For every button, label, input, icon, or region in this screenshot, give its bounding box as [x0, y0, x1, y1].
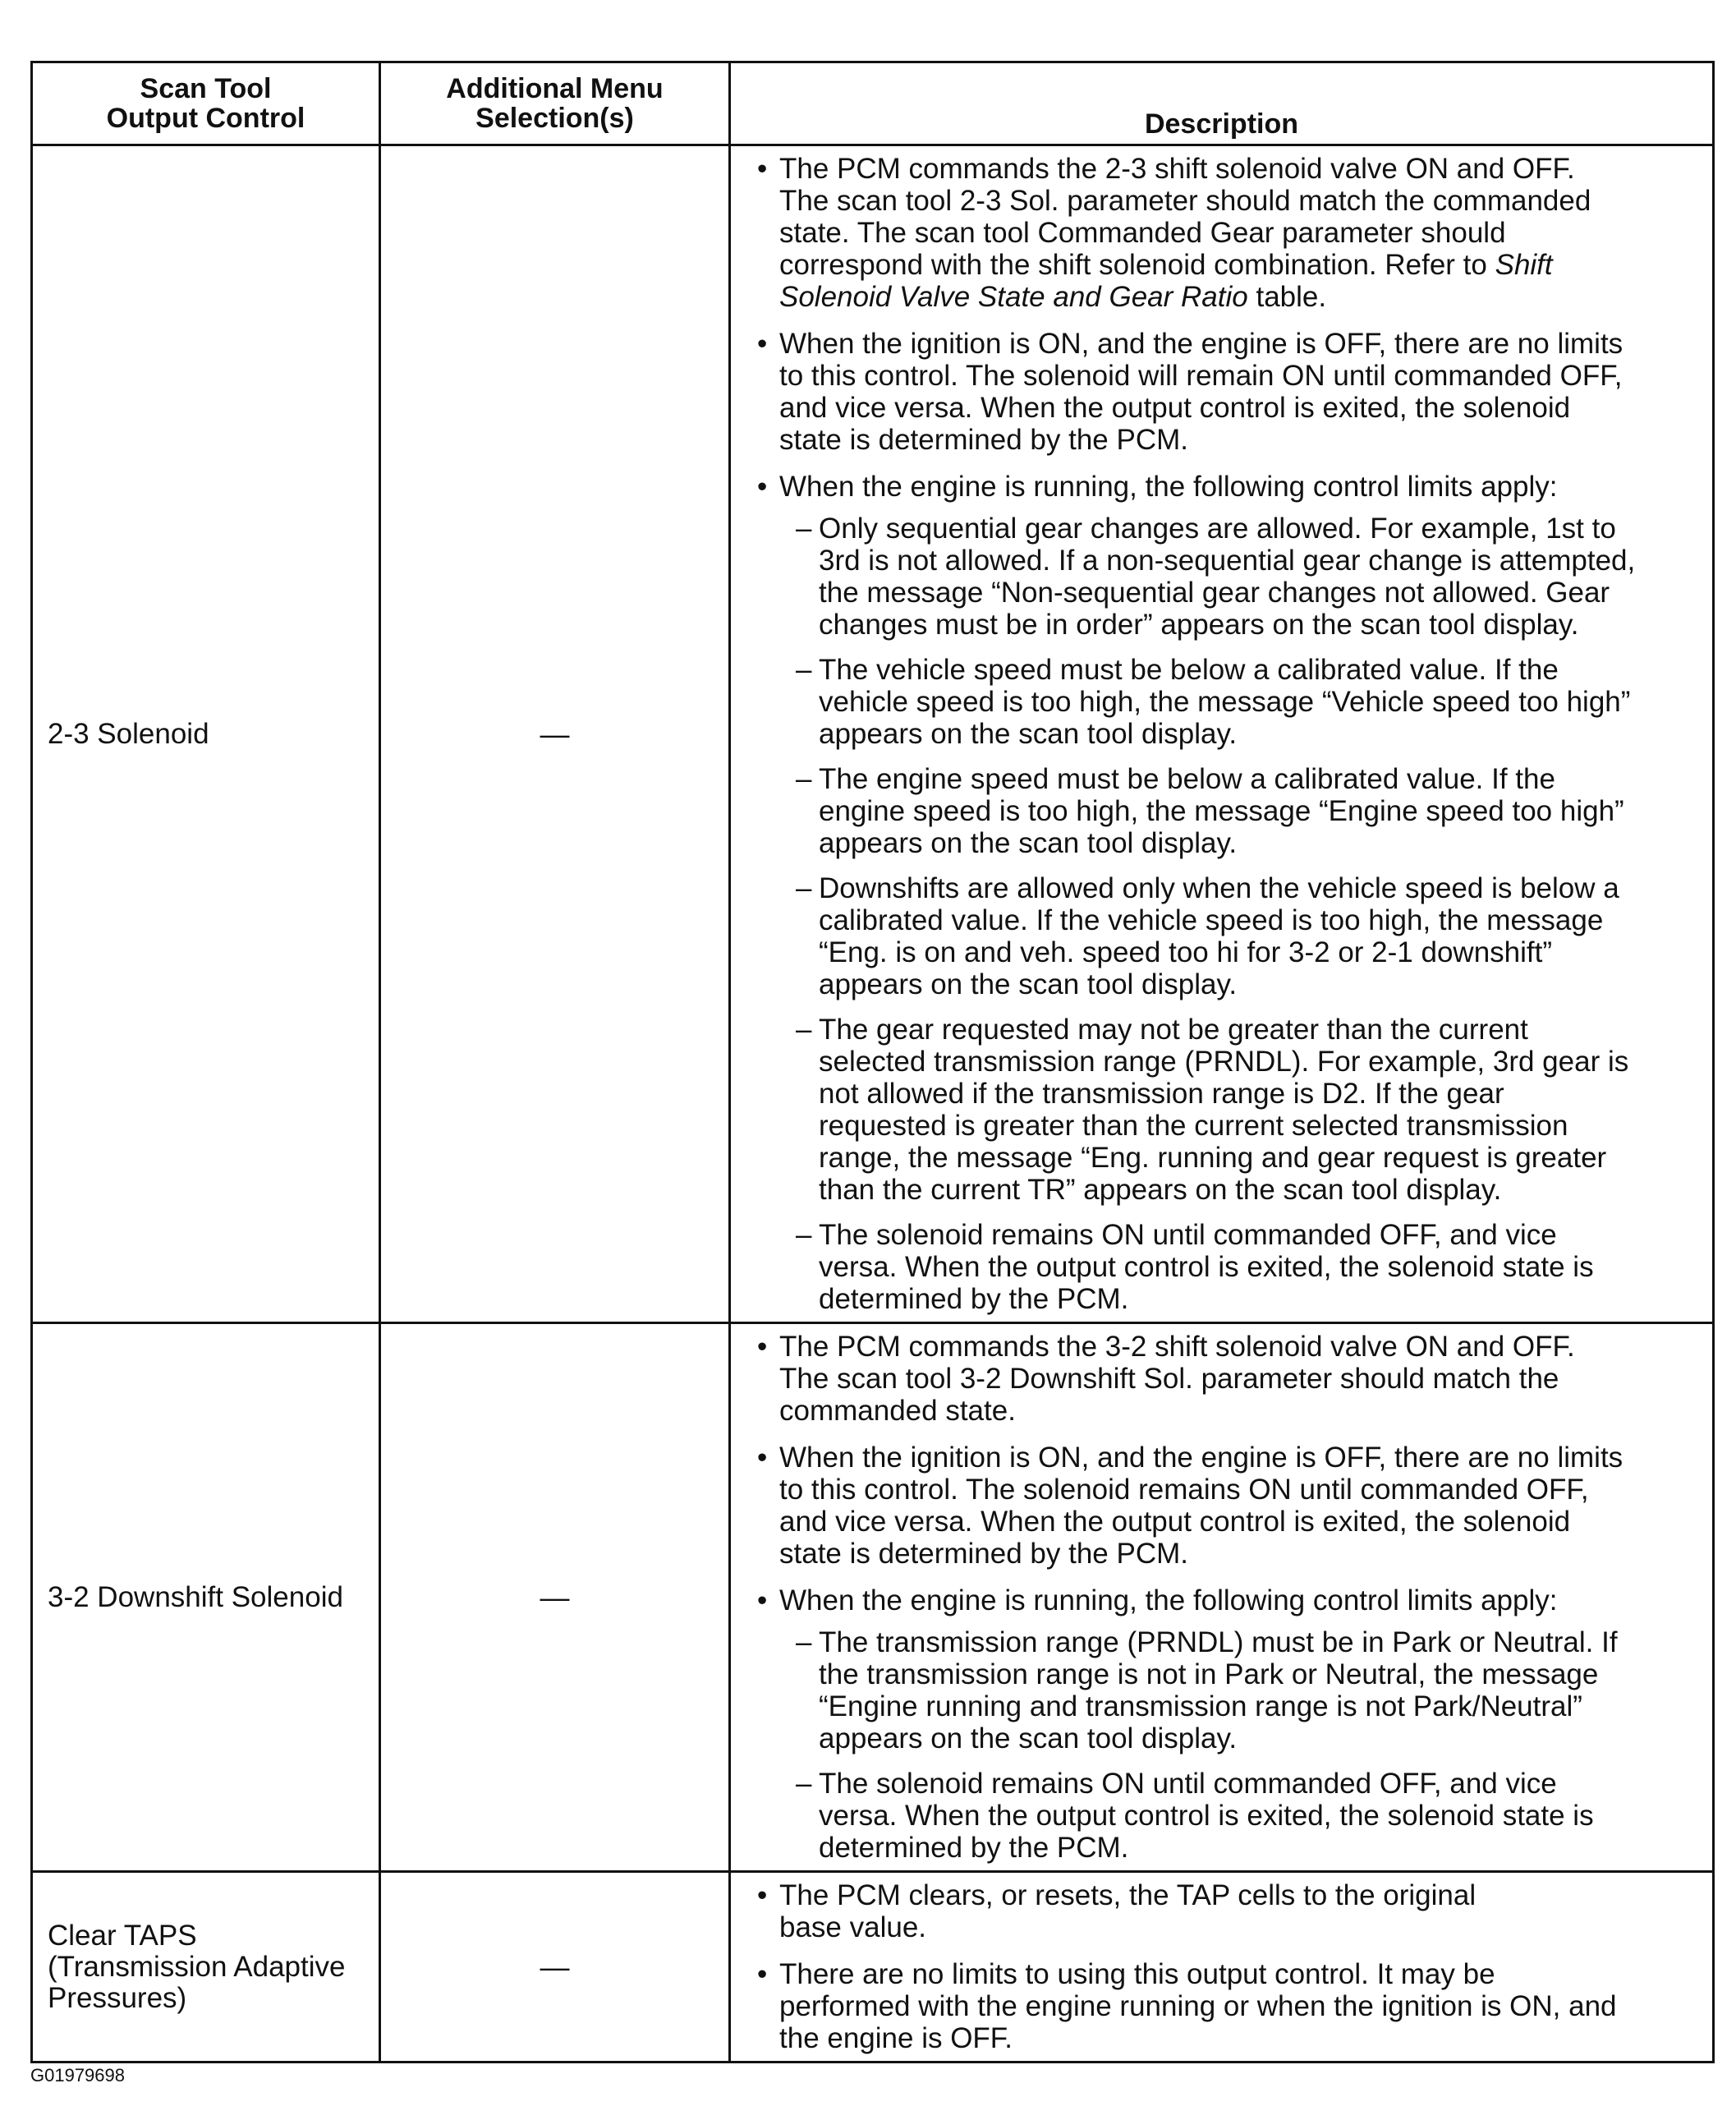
description-line: When the engine is running, the following control limits apply: — [779, 1584, 1558, 1616]
output-control-label: Clear TAPS — [48, 1919, 197, 1952]
bullet-marker: • — [757, 1879, 768, 1911]
condition-line: the transmission range is not in Park or Neutral, the message — [819, 1658, 1599, 1690]
description-line: When the ignition is ON, and the engine is OFF, there are no limits — [779, 1442, 1623, 1474]
output-control-label: (Transmission Adaptive — [48, 1950, 346, 1983]
description-line: The scan tool 2-3 Sol. parameter should match the commanded — [779, 185, 1591, 217]
bullet-marker: • — [757, 1958, 768, 1990]
condition-item — [779, 763, 1704, 859]
menu-selection-cell — [380, 145, 730, 1323]
output-control-label: 3-2 Downshift Solenoid — [48, 1580, 343, 1613]
condition-item — [779, 1014, 1704, 1206]
table-row — [32, 145, 1714, 1323]
description-line: state is determined by the PCM. — [779, 424, 1188, 456]
menu-selection-value: — — [540, 716, 570, 751]
description-line: There are no limits to using this output control. It may be — [779, 1958, 1495, 1990]
dash-marker: – — [796, 1219, 812, 1251]
header-line: Additional Menu — [446, 73, 664, 104]
condition-line: requested is greater than the current selected transmission — [819, 1110, 1568, 1142]
description-line: The PCM commands the 2-3 shift solenoid valve ON and OFF. — [779, 153, 1575, 185]
bullet-marker: • — [757, 1584, 768, 1616]
condition-line: than the current TR” appears on the scan tool display. — [819, 1174, 1502, 1206]
dash-marker: – — [796, 1768, 812, 1800]
description-line — [779, 281, 1704, 313]
header-description: Description — [730, 62, 1714, 145]
menu-selection-cell — [380, 1323, 730, 1872]
condition-line: range, the message “Eng. running and gear request is greater — [819, 1142, 1607, 1174]
condition-line: versa. When the output control is exited, the solenoid state is — [819, 1800, 1594, 1832]
output-control-cell — [32, 1872, 380, 2063]
description-line: state. The scan tool Commanded Gear parameter should — [779, 217, 1506, 249]
condition-item — [779, 654, 1704, 750]
description-list — [739, 153, 1704, 1315]
header-line: Selection(s) — [475, 103, 634, 134]
table-reference-text: Shift — [1495, 249, 1553, 281]
dash-marker: – — [796, 1014, 812, 1046]
condition-line: changes must be in order” appears on the scan tool display. — [819, 609, 1579, 641]
condition-line: the message “Non-sequential gear changes not allowed. Gear — [819, 577, 1610, 609]
header-row — [32, 62, 1714, 145]
condition-line: determined by the PCM. — [819, 1832, 1129, 1864]
menu-selection-cell — [380, 1872, 730, 2063]
menu-selection-value: — — [540, 1580, 570, 1614]
output-control-label: Pressures) — [48, 1981, 187, 2014]
description-cell — [730, 145, 1714, 1323]
condition-list — [779, 513, 1704, 1315]
description-bullet — [739, 1331, 1704, 1427]
description-line: the engine is OFF. — [779, 2022, 1013, 2054]
condition-line: engine speed is too high, the message “Engine speed too high” — [819, 795, 1624, 827]
description-list — [739, 1879, 1704, 2054]
description-bullet — [739, 1442, 1704, 1570]
description-bullet — [739, 471, 1704, 1315]
dash-marker: – — [796, 654, 812, 686]
condition-line: appears on the scan tool display. — [819, 718, 1238, 750]
description-cell — [730, 1872, 1714, 2063]
bullet-marker: • — [757, 1442, 768, 1474]
description-line: commanded state. — [779, 1395, 1016, 1427]
description-line: The scan tool 3-2 Downshift Sol. parameter should match the — [779, 1363, 1559, 1395]
description-line: performed with the engine running or when the ignition is ON, and — [779, 1990, 1617, 2022]
output-control-table — [30, 61, 1715, 2063]
condition-line: The solenoid remains ON until commanded OFF, and vice — [819, 1768, 1557, 1800]
condition-line: The transmission range (PRNDL) must be in Park or Neutral. If — [819, 1626, 1618, 1658]
header-line: Output Control — [106, 103, 305, 134]
condition-line: determined by the PCM. — [819, 1283, 1129, 1315]
condition-line: not allowed if the transmission range is D2. If the gear — [819, 1078, 1504, 1110]
description-text: correspond with the shift solenoid combination. Refer to — [779, 249, 1495, 281]
condition-item — [779, 1626, 1704, 1754]
description-line: base value. — [779, 1911, 927, 1943]
table-body — [32, 145, 1714, 2063]
description-line: The PCM clears, or resets, the TAP cells to the original — [779, 1879, 1477, 1911]
header-additional-menu-selections — [380, 62, 730, 145]
description-bullet — [739, 328, 1704, 456]
description-line: to this control. The solenoid remains ON until commanded OFF, — [779, 1474, 1589, 1506]
description-bullet — [739, 1958, 1704, 2054]
condition-line: The gear requested may not be greater than the current — [819, 1014, 1528, 1046]
bullet-marker: • — [757, 328, 768, 360]
condition-line: Only sequential gear changes are allowed. For example, 1st to — [819, 513, 1616, 545]
description-list — [739, 1331, 1704, 1864]
condition-line: selected transmission range (PRNDL). For example, 3rd gear is — [819, 1046, 1629, 1078]
description-line: and vice versa. When the output control is exited, the solenoid — [779, 392, 1571, 424]
condition-line: Downshifts are allowed only when the vehicle speed is below a — [819, 872, 1619, 904]
condition-line: calibrated value. If the vehicle speed is too high, the message — [819, 904, 1604, 936]
figure-id: G01979698 — [30, 2065, 125, 2086]
description-line: When the engine is running, the following control limits apply: — [779, 471, 1558, 503]
condition-item — [779, 1219, 1704, 1315]
description-text: table. — [1256, 281, 1327, 313]
header-line: Scan Tool — [140, 73, 272, 104]
table-row — [32, 1872, 1714, 2063]
condition-line: appears on the scan tool display. — [819, 1722, 1238, 1754]
dash-marker: – — [796, 872, 812, 904]
dash-marker: – — [796, 763, 812, 795]
condition-item — [779, 513, 1704, 641]
condition-line: appears on the scan tool display. — [819, 968, 1238, 1000]
table-row — [32, 1323, 1714, 1872]
dash-marker: – — [796, 513, 812, 545]
condition-line: The engine speed must be below a calibrated value. If the — [819, 763, 1555, 795]
bullet-marker: • — [757, 471, 768, 503]
menu-selection-value: — — [540, 1949, 570, 1984]
description-bullet — [739, 1584, 1704, 1864]
condition-item — [779, 1768, 1704, 1864]
condition-line: vehicle speed is too high, the message “Vehicle speed too high” — [819, 686, 1631, 718]
description-line — [779, 249, 1704, 281]
description-line: and vice versa. When the output control is exited, the solenoid — [779, 1506, 1571, 1538]
description-line: state is determined by the PCM. — [779, 1538, 1188, 1570]
dash-marker: – — [796, 1626, 812, 1658]
description-bullet — [739, 153, 1704, 313]
condition-line: The solenoid remains ON until commanded OFF, and vice — [819, 1219, 1557, 1251]
output-control-cell — [32, 145, 380, 1323]
condition-item — [779, 872, 1704, 1000]
condition-list — [779, 1626, 1704, 1864]
description-line: The PCM commands the 3-2 shift solenoid valve ON and OFF. — [779, 1331, 1575, 1363]
condition-line: appears on the scan tool display. — [819, 827, 1238, 859]
condition-line: “Engine running and transmission range is not Park/Neutral” — [819, 1690, 1582, 1722]
description-line: When the ignition is ON, and the engine is OFF, there are no limits — [779, 328, 1623, 360]
header-scan-tool-output-control — [32, 62, 380, 145]
table-reference-text: Solenoid Valve State and Gear Ratio — [779, 281, 1248, 313]
output-control-cell — [32, 1323, 380, 1872]
condition-line: versa. When the output control is exited, the solenoid state is — [819, 1251, 1594, 1283]
condition-line: “Eng. is on and veh. speed too hi for 3-2 or 2-1 downshift” — [819, 936, 1553, 968]
bullet-marker: • — [757, 153, 768, 185]
description-cell — [730, 1323, 1714, 1872]
output-control-label: 2-3 Solenoid — [48, 717, 209, 750]
bullet-marker: • — [757, 1331, 768, 1363]
condition-line: The vehicle speed must be below a calibrated value. If the — [819, 654, 1559, 686]
description-line: to this control. The solenoid will remain ON until commanded OFF, — [779, 360, 1623, 392]
description-bullet — [739, 1879, 1704, 1943]
condition-line: 3rd is not allowed. If a non-sequential gear change is attempted, — [819, 545, 1636, 577]
